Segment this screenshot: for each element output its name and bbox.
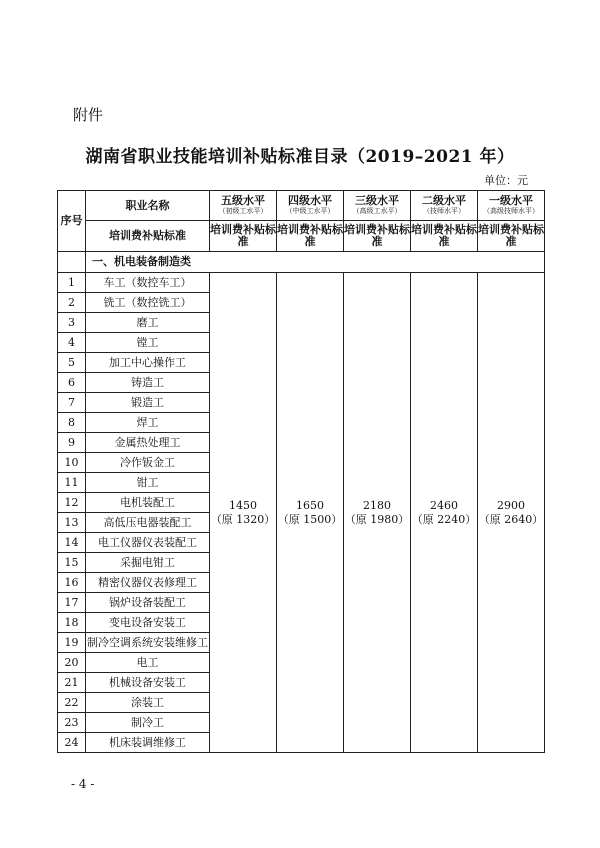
subsidy-original: （原 1980） — [344, 512, 410, 526]
occupation-name: 精密仪器仪表修理工 — [86, 573, 210, 593]
subsidy-amount: 2180 — [363, 498, 391, 512]
level-header-2: 二级水平 （技师水平） — [411, 191, 478, 221]
occupation-name: 锅炉设备装配工 — [86, 593, 210, 613]
occupation-name: 电工 — [86, 653, 210, 673]
category-row — [58, 252, 545, 273]
occupation-header: 职业名称 — [86, 191, 210, 221]
row-number: 20 — [58, 653, 86, 673]
row-number: 16 — [58, 573, 86, 593]
occupation-name: 电机装配工 — [86, 493, 210, 513]
subsidy-amount: 1650 — [296, 498, 324, 512]
occupation-name: 铣工（数控铣工） — [86, 293, 210, 313]
subsidy-amount-cell — [277, 273, 344, 753]
row-number: 2 — [58, 293, 86, 313]
row-number: 9 — [58, 433, 86, 453]
occupation-name: 采掘电钳工 — [86, 553, 210, 573]
header-row-standards — [58, 221, 545, 252]
row-number: 15 — [58, 553, 86, 573]
level-standard-4: 培训费补贴标准 — [277, 221, 344, 252]
subsidy-amount: 1450 — [229, 498, 257, 512]
row-number: 18 — [58, 613, 86, 633]
level-standard-5: 培训费补贴标准 — [210, 221, 277, 252]
row-number: 21 — [58, 673, 86, 693]
header-row-levels — [58, 191, 545, 221]
level-standard-2: 培训费补贴标准 — [411, 221, 478, 252]
subsidy-original: （原 2640） — [478, 512, 544, 526]
occupation-name: 冷作钣金工 — [86, 453, 210, 473]
subsidy-amount-cell — [344, 273, 411, 753]
level-standard-1: 培训费补贴标准 — [478, 221, 545, 252]
occupation-name: 锻造工 — [86, 393, 210, 413]
row-number: 8 — [58, 413, 86, 433]
page-number: - 4 - — [71, 777, 95, 791]
row-number: 4 — [58, 333, 86, 353]
row-number: 17 — [58, 593, 86, 613]
occupation-name: 机械设备安装工 — [86, 673, 210, 693]
level-header-5: 五级水平 （初级工水平） — [210, 191, 277, 221]
subsidy-original: （原 1320） — [210, 512, 276, 526]
row-number: 19 — [58, 633, 86, 653]
row-number: 13 — [58, 513, 86, 533]
subsidy-amount: 2460 — [430, 498, 458, 512]
occupation-name: 金属热处理工 — [86, 433, 210, 453]
row-number: 23 — [58, 713, 86, 733]
occupation-name: 高低压电器装配工 — [86, 513, 210, 533]
occupation-name: 镗工 — [86, 333, 210, 353]
row-number: 22 — [58, 693, 86, 713]
category-name: 一、机电装备制造类 — [86, 252, 545, 273]
row-number: 14 — [58, 533, 86, 553]
row-number: 10 — [58, 453, 86, 473]
occupation-name: 车工（数控车工） — [86, 273, 210, 293]
level-header-1: 一级水平 （高级技师水平） — [478, 191, 545, 221]
subsidy-original: （原 1500） — [277, 512, 343, 526]
table-row — [58, 273, 545, 293]
standard-header: 培训费补贴标准 — [86, 221, 210, 252]
occupation-name: 钳工 — [86, 473, 210, 493]
level-header-3: 三级水平 （高级工水平） — [344, 191, 411, 221]
attachment-label: 附件 — [73, 106, 104, 124]
occupation-name: 涂装工 — [86, 693, 210, 713]
table-body — [58, 191, 545, 753]
document-title: 湖南省职业技能培训补贴标准目录（2019–2021 年） — [85, 147, 515, 167]
level-header-4: 四级水平 （中级工水平） — [277, 191, 344, 221]
occupation-name: 制冷工 — [86, 713, 210, 733]
subsidy-amount-cell — [210, 273, 277, 753]
occupation-name: 加工中心操作工 — [86, 353, 210, 373]
level-standard-3: 培训费补贴标准 — [344, 221, 411, 252]
occupation-name: 铸造工 — [86, 373, 210, 393]
subsidy-amount: 2900 — [497, 498, 525, 512]
row-number: 6 — [58, 373, 86, 393]
occupation-name: 制冷空调系统安装维修工 — [86, 633, 210, 653]
seq-header: 序号 — [58, 191, 86, 252]
category-seq-cell — [58, 252, 86, 273]
row-number: 5 — [58, 353, 86, 373]
occupation-name: 焊工 — [86, 413, 210, 433]
subsidy-amount-cell — [411, 273, 478, 753]
subsidy-amount-cell — [478, 273, 545, 753]
unit-label: 单位：元 — [484, 174, 528, 187]
subsidy-table — [57, 190, 545, 753]
occupation-name: 磨工 — [86, 313, 210, 333]
row-number: 11 — [58, 473, 86, 493]
occupation-name: 机床装调维修工 — [86, 733, 210, 753]
row-number: 7 — [58, 393, 86, 413]
row-number: 1 — [58, 273, 86, 293]
occupation-name: 变电设备安装工 — [86, 613, 210, 633]
row-number: 3 — [58, 313, 86, 333]
occupation-name: 电工仪器仪表装配工 — [86, 533, 210, 553]
subsidy-original: （原 2240） — [411, 512, 477, 526]
row-number: 12 — [58, 493, 86, 513]
row-number: 24 — [58, 733, 86, 753]
